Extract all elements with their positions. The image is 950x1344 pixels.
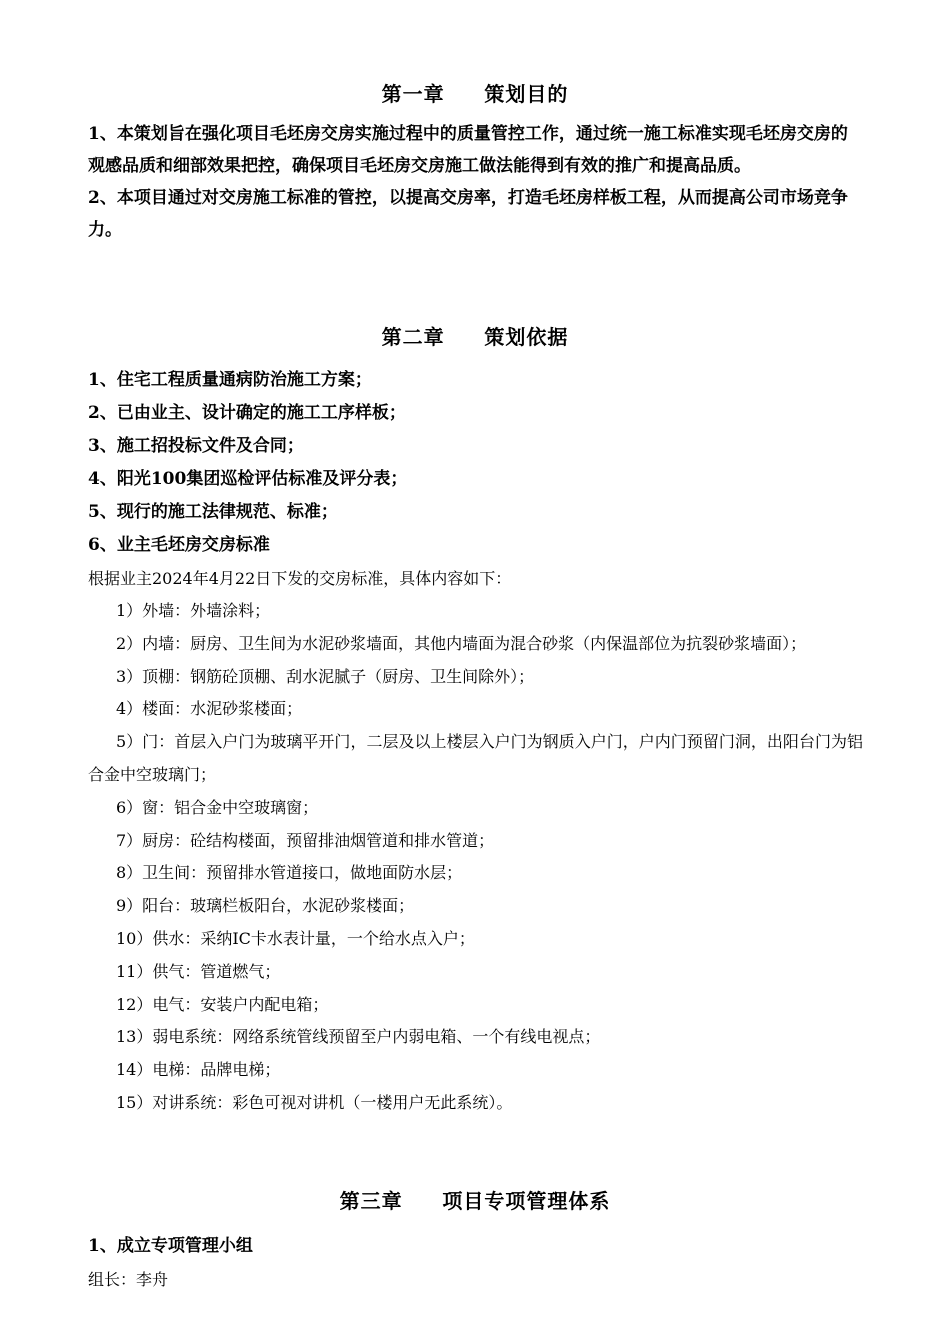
standard-item: 7）厨房：砼结构楼面，预留排油烟管道和排水管道； xyxy=(116,830,495,850)
chapter-2-title: 第二章 策划依据 xyxy=(381,325,569,349)
section-heading: 1、成立专项管理小组 xyxy=(88,1236,253,1256)
standard-item: 8）卫生间：预留排水管道接口，做地面防水层； xyxy=(116,863,463,883)
basis-item: 6、业主毛坯房交房标准 xyxy=(88,535,270,555)
chapter-1-title: 第一章 策划目的 xyxy=(381,82,569,106)
standard-item: 1）外墙：外墙涂料； xyxy=(116,601,271,620)
standard-item: 9）阳台：玻璃栏板阳台，水泥砂浆楼面； xyxy=(116,896,415,916)
chapter-1 xyxy=(0,78,950,107)
standard-item: 10）供水：采纳IC卡水表计量，一个给水点入户； xyxy=(116,928,475,948)
standard-item: 5）门：首层入户门为玻璃平开门，二层及以上楼层入户门为钢质入户门，户内门预留门洞，出阳台门为铝合金中空玻璃门； xyxy=(88,732,863,784)
standard-item: 2）内墙：厨房、卫生间为水泥砂浆墙面，其他内墙面为混合砂浆（内保温部位为抗裂砂浆墙面）； xyxy=(116,633,807,653)
purpose-paragraph-1: 1、本策划旨在强化项目毛坯房交房实施过程中的质量管控工作，通过统一施工标准实现毛坯房交房的观感品质和细部效果把控，确保项目毛坯房交房施工做法能得到有效的推广和提高品质。 xyxy=(88,124,848,176)
basis-item: 5、现行的施工法律规范、标准； xyxy=(88,502,338,522)
standard-item: 13）弱电系统：网络系统管线预留至户内弱电箱、一个有线电视点； xyxy=(116,1027,601,1047)
basis-item: 4、阳光100集团巡检评估标准及评分表； xyxy=(88,469,408,489)
standard-item: 6）窗：铝合金中空玻璃窗； xyxy=(116,797,319,817)
chapter-1-body xyxy=(88,118,863,246)
chapter-2-body xyxy=(88,364,863,1120)
standard-item: 15）对讲系统：彩色可视对讲机（一楼用户无此系统）。 xyxy=(116,1092,513,1112)
standards-intro: 根据业主2024年4月22日下发的交房标准，具体内容如下： xyxy=(88,569,512,588)
basis-item: 1、住宅工程质量通病防治施工方案； xyxy=(88,370,372,390)
chapter-3-title: 第三章 项目专项管理体系 xyxy=(339,1189,611,1213)
chapter-2 xyxy=(0,321,950,350)
group-leader: 组长：李舟 xyxy=(88,1270,169,1289)
standard-item: 11）供气：管道燃气； xyxy=(116,961,281,981)
basis-item: 2、已由业主、设计确定的施工工序样板； xyxy=(88,403,406,423)
standard-item: 12）电气：安装户内配电箱； xyxy=(116,994,329,1014)
standard-item: 4）楼面：水泥砂浆楼面； xyxy=(116,699,303,719)
standard-item: 14）电梯：品牌电梯； xyxy=(116,1060,281,1080)
purpose-paragraph-2: 2、本项目通过对交房施工标准的管控，以提高交房率，打造毛坯房样板工程，从而提高公司市场竞争力。 xyxy=(88,188,848,240)
basis-item: 3、施工招投标文件及合同； xyxy=(88,436,304,456)
standard-item: 3）顶棚：钢筋砼顶棚、刮水泥腻子（厨房、卫生间除外）； xyxy=(116,666,535,686)
chapter-3-body xyxy=(88,1230,863,1296)
chapter-3 xyxy=(0,1185,950,1214)
